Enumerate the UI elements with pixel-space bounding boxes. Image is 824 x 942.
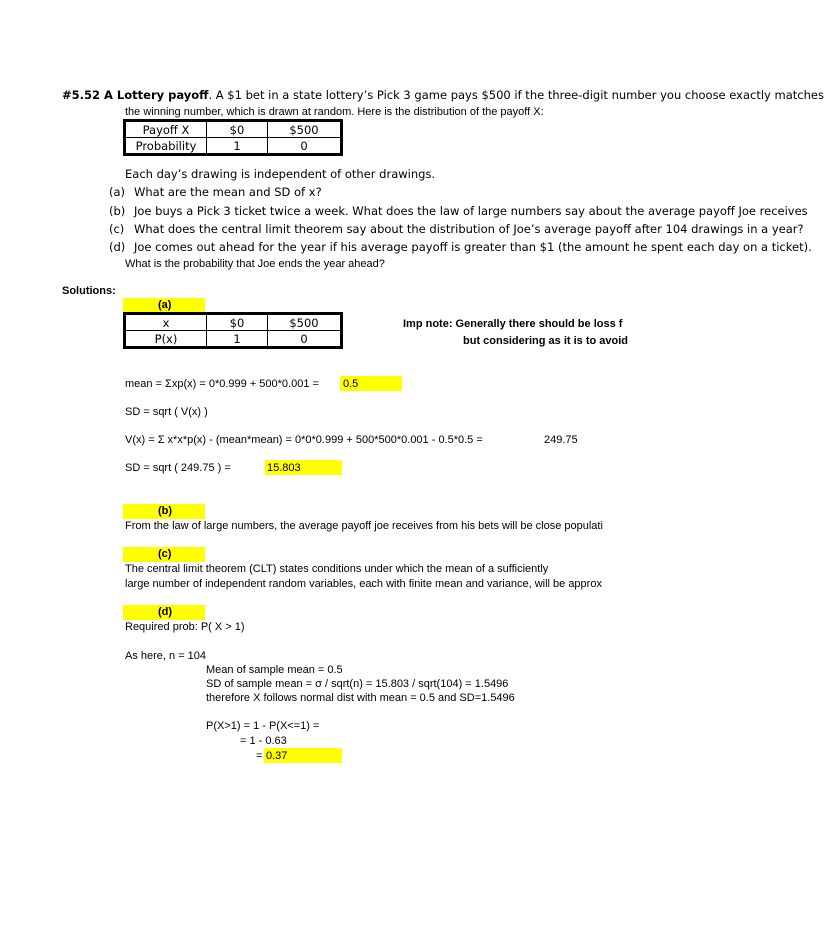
part-d-line2: What is the probability that Joe ends the year ahead?: [125, 258, 385, 270]
table-cell: 0: [268, 331, 342, 348]
problem-title: [62, 88, 824, 102]
solution-b-label: (b): [158, 505, 173, 517]
table-cell: 0: [268, 138, 342, 155]
table-cell: 1: [207, 331, 268, 348]
table-cell: $0: [207, 121, 268, 138]
part-a-text: What are the mean and SD of x?: [134, 185, 322, 199]
problem-title-bold: #5.52 A Lottery payoff: [62, 88, 209, 102]
part-c-text: What does the central limit theorem say about the distribution of Joe’s average payoff after 104 drawings in a year?: [134, 222, 804, 236]
sample-mean-line: Mean of sample mean = 0.5: [206, 664, 343, 676]
solution-c-line2: large number of independent random variables, each with finite mean and variance, will be approx: [125, 578, 602, 590]
problem-line2: the winning number, which is drawn at random. Here is the distribution of the payoff X:: [125, 106, 544, 118]
sample-sd-line: SD of sample mean = σ / sqrt(n) = 15.803 / sqrt(104) = 1.5496: [206, 678, 509, 690]
part-d-text: Joe comes out ahead for the year if his average payoff is greater than $1 (the amount he spent each day on a ticket).: [134, 240, 812, 254]
normal-dist-line: therefore X follows normal dist with mean = 0.5 and SD=1.5496: [206, 692, 515, 704]
table-cell: P(x): [125, 331, 207, 348]
table-cell: x: [125, 314, 207, 331]
part-c-label: (c): [109, 222, 125, 236]
independence-note: Each day’s drawing is independent of other drawings.: [125, 167, 436, 181]
table-row: [125, 138, 342, 155]
variance-value: 249.75: [544, 434, 578, 446]
part-a-label: (a): [109, 185, 126, 199]
part-b-label: (b): [109, 204, 126, 218]
table-cell: Payoff X: [125, 121, 207, 138]
prob-line1: P(X>1) = 1 - P(X<=1) =: [206, 720, 320, 732]
sd-definition: SD = sqrt ( V(x) ): [125, 406, 208, 418]
solutions-heading: Solutions:: [62, 285, 116, 297]
part-d-label: (d): [109, 240, 126, 254]
sd-value: 15.803: [267, 462, 301, 474]
payoff-table: [123, 119, 343, 156]
solution-c-line1: The central limit theorem (CLT) states conditions under which the mean of a sufficiently: [125, 563, 549, 575]
mean-value: 0.5: [343, 378, 359, 390]
sample-size-line: As here, n = 104: [125, 650, 207, 662]
mean-expression: mean = Σxp(x) = 0*0.999 + 500*0.001 =: [125, 378, 319, 390]
prob-line2: = 1 - 0.63: [240, 735, 287, 747]
solution-b-text: From the law of large numbers, the average payoff joe receives from his bets will be close populati: [125, 520, 603, 532]
table-cell: $500: [268, 121, 342, 138]
final-probability: 0.37: [266, 750, 288, 762]
table-row: [125, 121, 342, 138]
table-cell: Probability: [125, 138, 207, 155]
table-row: [125, 314, 342, 331]
imp-note-line1: Imp note: Generally there should be loss f: [403, 318, 623, 330]
table-cell: $500: [268, 314, 342, 331]
solution-c-label: (c): [158, 548, 172, 560]
required-prob: Required prob: P( X > 1): [125, 621, 245, 633]
variance-expression: V(x) = Σ x*x*p(x) - (mean*mean) = 0*0*0.999 + 500*500*0.001 - 0.5*0.5 =: [125, 434, 483, 446]
table-cell: $0: [207, 314, 268, 331]
px-table: [123, 312, 343, 349]
solution-a-label: (a): [158, 299, 172, 311]
part-b-text: Joe buys a Pick 3 ticket twice a week. What does the law of large numbers say about the average payoff Joe receives: [134, 204, 808, 218]
table-row: [125, 331, 342, 348]
solution-d-label: (d): [158, 606, 173, 618]
table-cell: 1: [207, 138, 268, 155]
prob-equals: =: [256, 750, 263, 762]
problem-title-rest: . A $1 bet in a state lottery’s Pick 3 game pays $500 if the three-digit number you choose exactly matches: [208, 88, 824, 102]
imp-note-line2: but considering as it is to avoid: [463, 335, 629, 347]
sd-expression: SD = sqrt ( 249.75 ) =: [125, 462, 231, 474]
